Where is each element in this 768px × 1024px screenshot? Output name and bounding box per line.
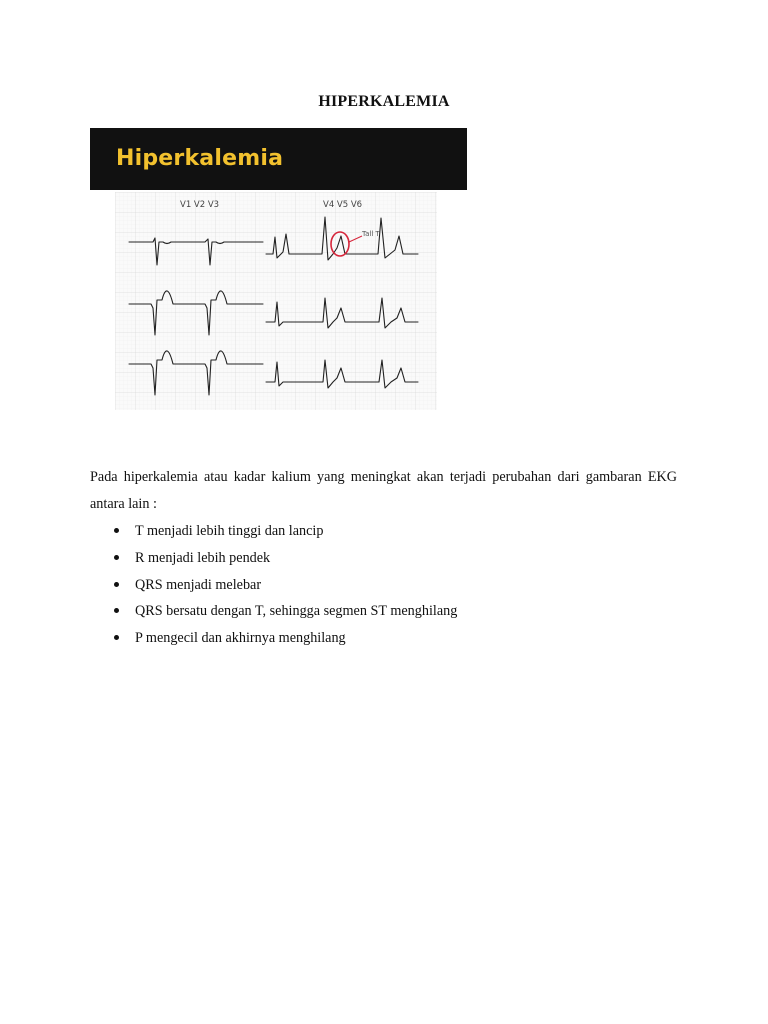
list-item-text: P mengecil dan akhirnya menghilang bbox=[135, 630, 346, 647]
banner-title: Hiperkalemia bbox=[116, 146, 284, 171]
ekg-strip bbox=[115, 192, 437, 410]
bullet-dot-icon bbox=[114, 555, 119, 560]
list-item bbox=[90, 518, 677, 545]
bullet-dot-icon bbox=[114, 582, 119, 587]
list-item bbox=[90, 598, 677, 625]
figure-banner bbox=[90, 128, 467, 190]
bullet-dot-icon bbox=[114, 608, 119, 613]
list-item bbox=[90, 545, 677, 572]
list-item-text: QRS bersatu dengan T, sehingga segmen ST menghilang bbox=[135, 603, 458, 620]
ekg-figure bbox=[90, 128, 468, 412]
page-title: HIPERKALEMIA bbox=[318, 93, 450, 110]
ekg-changes-list bbox=[90, 518, 677, 652]
bullet-dot-icon bbox=[114, 635, 119, 640]
bullet-dot-icon bbox=[114, 528, 119, 533]
list-item bbox=[90, 625, 677, 652]
intro-paragraph: Pada hiperkalemia atau kadar kalium yang meningkat akan terjadi perubahan dari gambaran EKG antara lain : bbox=[90, 469, 677, 512]
lead-label-right: V4 V5 V6 bbox=[323, 200, 363, 210]
list-item-text: QRS menjadi melebar bbox=[135, 576, 262, 593]
list-item bbox=[90, 572, 677, 599]
tall-t-label: Tall T bbox=[362, 230, 380, 238]
list-item-text: R menjadi lebih pendek bbox=[135, 549, 271, 566]
list-item-text: T menjadi lebih tinggi dan lancip bbox=[135, 523, 324, 539]
lead-label-left: V1 V2 V3 bbox=[180, 200, 220, 210]
